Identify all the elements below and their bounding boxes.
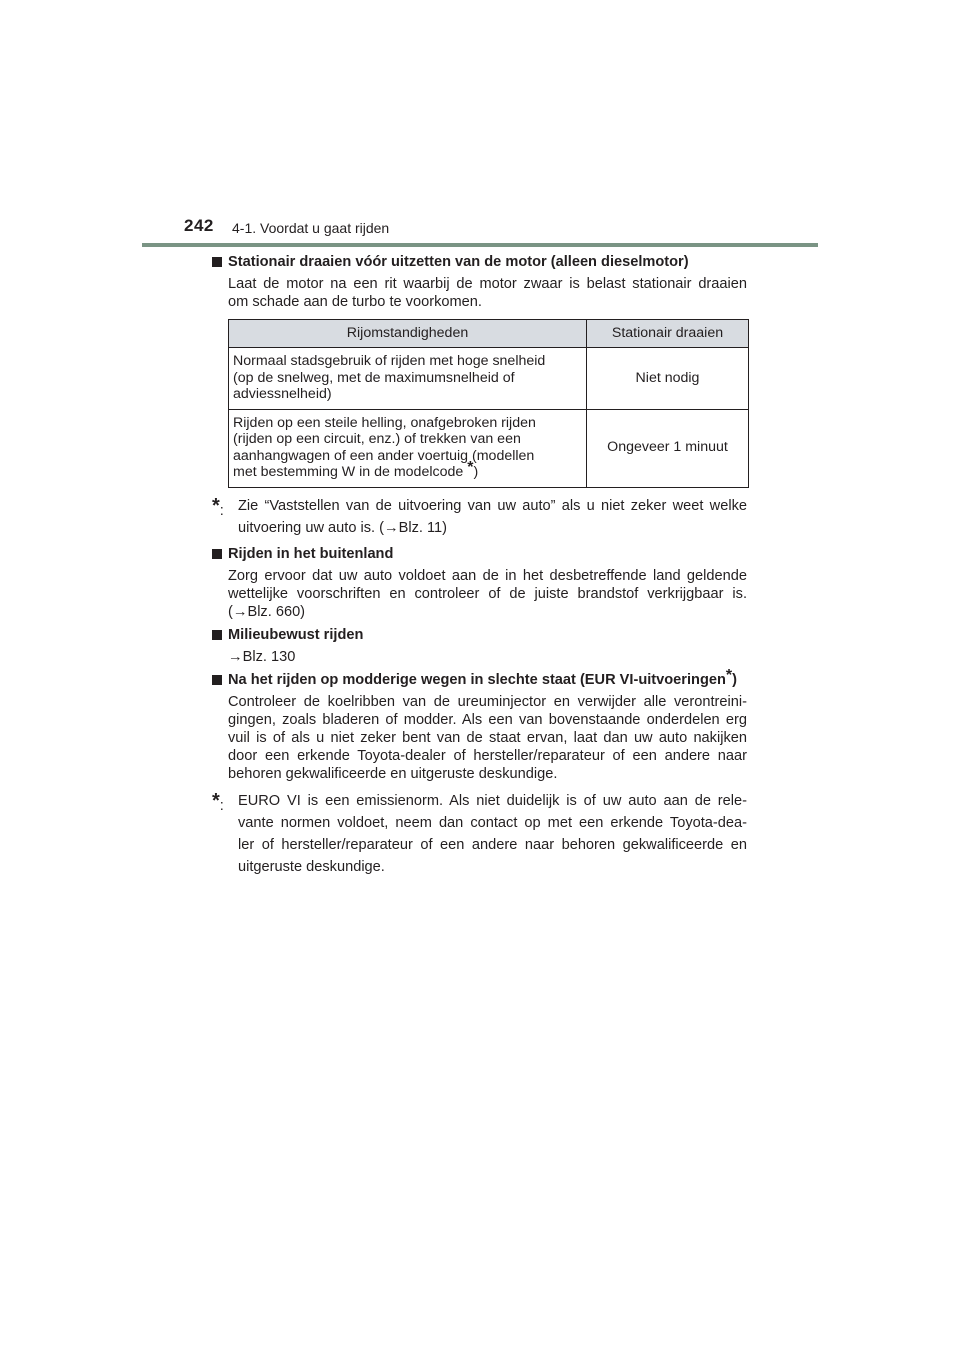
cell-line-end: ) xyxy=(473,464,479,480)
table-row xyxy=(229,409,749,487)
cell-line: Rijden op een steile helling, onafgebroken rijden xyxy=(233,414,536,431)
cell-line xyxy=(233,459,582,481)
paragraph-line: vuil is of als u niet zeker bent van de staat ervan, laat dan uw auto nakijken xyxy=(228,729,747,746)
footnote-line: vante normen voldoet, neem dan contact op met een erkende Toyota-dea- xyxy=(238,814,747,831)
footnote-1-body xyxy=(238,495,747,539)
footnote-star: * xyxy=(212,789,220,812)
cell-line: adviessnelheid) xyxy=(233,386,332,402)
idle-table-wrapper xyxy=(212,319,747,488)
paragraph-line: Controleer de koelribben van de ureuminjector en verwijder alle verontreini- xyxy=(228,693,747,710)
heading-abroad xyxy=(212,545,747,563)
table-cell-condition xyxy=(229,409,587,487)
heading-mud-text: Na het rijden op modderige wegen in slechte staat (EUR VI-uitvoeringen xyxy=(228,671,726,688)
footnote-line: Zie “Vaststellen van de uitvoering van uw auto” als u niet zeker weet welke xyxy=(238,497,747,514)
footnote-star-mark: * xyxy=(467,459,474,476)
heading-eco xyxy=(212,626,747,644)
paragraph-line: Laat de motor na een rit waarbij de motor zwaar is belast stationair draaien xyxy=(228,276,747,292)
table-header-row xyxy=(229,320,749,348)
heading-abroad-text: Rijden in het buitenland xyxy=(228,545,394,562)
heading-mud-end: ) xyxy=(732,671,737,688)
footnote-line: uitgeruste deskundige. xyxy=(238,858,385,875)
paragraph-abroad xyxy=(212,567,747,621)
cell-line: (rijden op een circuit, enz.) of trekken van een xyxy=(233,431,521,447)
footnote-line: uitvoering uw auto is. (→Blz. 11) xyxy=(238,519,447,536)
heading-eco-text: Milieubewust rijden xyxy=(228,626,364,643)
paragraph-eco xyxy=(212,648,747,666)
footnote-marker xyxy=(212,790,224,817)
cell-line-text: met bestemming W in de modelcode xyxy=(233,464,468,480)
paragraph-line: Zorg ervoor dat uw auto voldoet aan de in het desbetreffende land geldende xyxy=(228,567,747,584)
cell-line: Normaal stadsgebruik of rijden met hoge snelheid xyxy=(233,353,546,369)
square-bullet-icon xyxy=(212,675,222,685)
footnote-2-body xyxy=(238,790,747,878)
footnote-colon: : xyxy=(219,502,224,519)
footnote-star-mark: * xyxy=(725,666,733,684)
footnote-line: EURO VI is een emissienorm. Als niet duidelijk is of uw auto aan de rele- xyxy=(238,792,747,809)
paragraph-line: wettelijke voorschriften en controleer of de juiste brandstof verkrijgbaar is. xyxy=(228,585,747,602)
heading-mud xyxy=(212,666,747,689)
square-bullet-icon xyxy=(212,549,222,559)
table-cell-value: Ongeveer 1 minuut xyxy=(587,409,749,487)
section-title: 4-1. Voordat u gaat rijden xyxy=(232,220,390,236)
heading-idle xyxy=(212,253,747,271)
square-bullet-icon xyxy=(212,257,222,267)
table-cell-value: Niet nodig xyxy=(587,348,749,410)
square-bullet-icon xyxy=(212,630,222,640)
paragraph-line: (→Blz. 660) xyxy=(228,603,306,620)
page-number: 242 xyxy=(184,216,214,235)
footnote-1 xyxy=(212,495,747,539)
table-row xyxy=(229,348,749,410)
heading-idle-text: Stationair draaien vóór uitzetten van de motor (alleen dieselmotor) xyxy=(228,254,689,270)
footnote-marker xyxy=(212,495,224,522)
idle-table xyxy=(228,319,749,488)
cell-line: aanhangwagen of een ander voertuig (modellen xyxy=(233,447,535,464)
footnote-line: ler of hersteller/reparateur of een andere naar behoren gekwalificeerde en xyxy=(238,836,747,853)
footnote-star: * xyxy=(212,494,220,517)
paragraph-line: om schade aan de turbo te voorkomen. xyxy=(228,294,482,310)
footnote-2 xyxy=(212,790,747,878)
page-content xyxy=(212,253,747,878)
table-header-conditions: Rijomstandigheden xyxy=(229,320,587,348)
header-rule xyxy=(142,243,818,247)
table-header-idling: Stationair draaien xyxy=(587,320,749,348)
table-cell-condition xyxy=(229,348,587,410)
paragraph-line: door een erkende Toyota-dealer of hersteller/reparateur of een andere naar xyxy=(228,747,747,764)
paragraph-line: gingen, zoals bladeren of modder. Als een van bovenstaande onderdelen erg xyxy=(228,711,747,728)
page-reference: →Blz. 130 xyxy=(228,648,296,665)
paragraph-line: behoren gekwalificeerde en uitgeruste deskundige. xyxy=(228,765,558,782)
paragraph-mud xyxy=(212,693,747,783)
footnote-colon: : xyxy=(219,797,224,814)
cell-line: (op de snelweg, met de maximumsnelheid of xyxy=(233,369,515,386)
paragraph-idle xyxy=(212,275,747,311)
